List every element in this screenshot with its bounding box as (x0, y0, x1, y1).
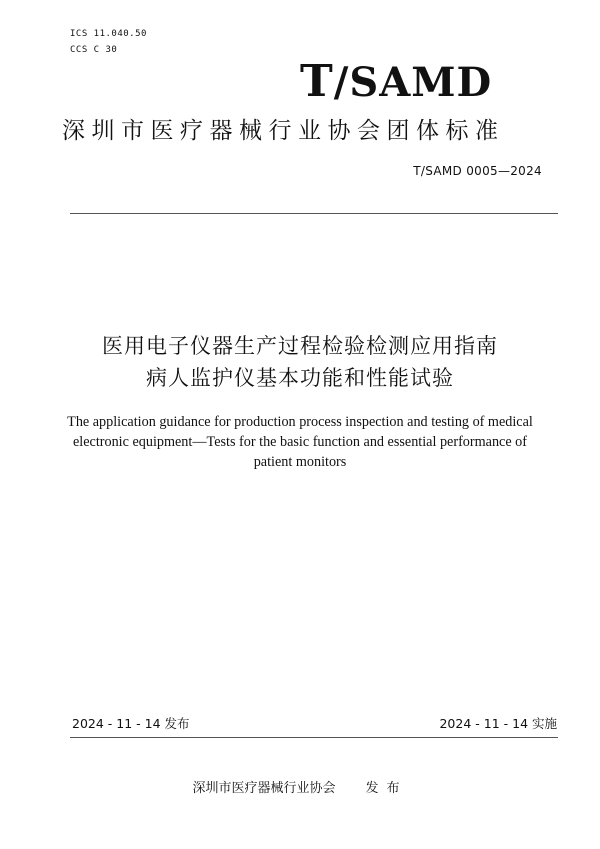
logo-letter-t: T (300, 56, 334, 107)
implementation-date: 2024 - 11 - 14 实施 (439, 716, 557, 731)
title-en-line3: patient monitors (253, 454, 347, 470)
title-en-line1: The application guidance for production process inspection and testing of medical (67, 414, 533, 430)
title-en (60, 412, 540, 472)
logo-rest: /SAMD (333, 59, 493, 106)
title-en-line2: electronic equipment—Tests for the basic function and essential performance of (72, 434, 528, 450)
organization-standard-title: 深圳市医疗器械行业协会团体标准 (62, 118, 505, 144)
ics-code: ICS 11.040.50 (70, 29, 147, 39)
publisher-name: 深圳市医疗器械行业协会 (192, 781, 336, 796)
issue-label: 发布 (365, 781, 408, 796)
footer-divider (70, 737, 558, 738)
title-cn-line2: 病人监护仪基本功能和性能试验 (146, 366, 454, 390)
standard-logo (300, 58, 530, 107)
title-cn-line1: 医用电子仪器生产过程检验检测应用指南 (102, 334, 498, 358)
ccs-code: CCS C 30 (70, 45, 118, 55)
publisher-line (0, 777, 600, 796)
standard-number: T/SAMD 0005—2024 (413, 164, 542, 178)
publication-date: 2024 - 11 - 14 发布 (72, 716, 190, 731)
header-divider (70, 213, 558, 214)
